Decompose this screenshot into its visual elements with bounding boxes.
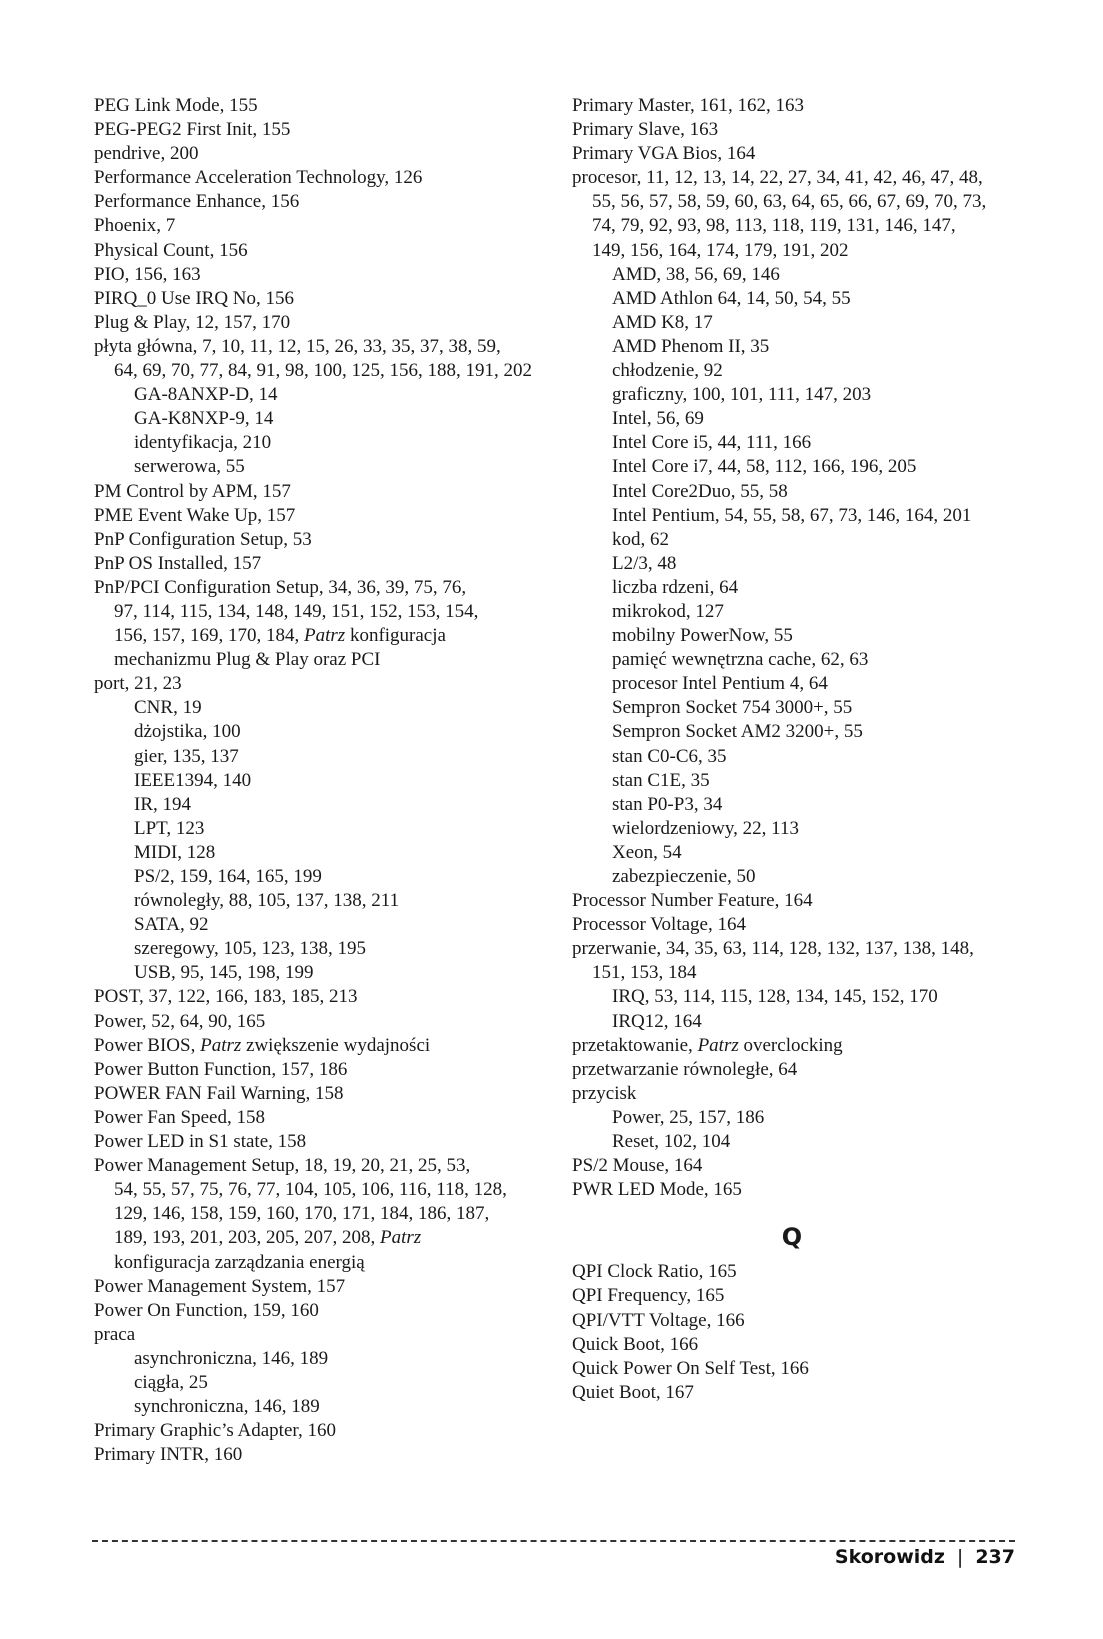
index-entry — [94, 239, 534, 263]
index-subentry — [94, 431, 534, 455]
entry-text: Quick Power On Self Test, 166 — [572, 1357, 809, 1379]
entry-text: synchroniczna, 146, 189 — [134, 1396, 320, 1418]
entry-text: overclocking — [738, 1034, 843, 1056]
index-subentry — [572, 431, 1032, 455]
index-subentry — [94, 769, 534, 793]
entry-text: GA-K8NXP-9, 14 — [134, 408, 274, 430]
index-subentry — [572, 985, 1032, 1009]
index-entry — [572, 166, 1032, 190]
entry-text: Primary INTR, 160 — [94, 1444, 243, 1466]
entry-text: POST, 37, 122, 166, 183, 185, 213 — [94, 986, 358, 1008]
entry-text: IRQ12, 164 — [612, 1010, 702, 1032]
index-entry — [94, 1058, 534, 1082]
index-entry — [94, 1010, 534, 1034]
entry-text: procesor Intel Pentium 4, 64 — [612, 673, 828, 695]
entry-text: chłodzenie, 92 — [612, 360, 723, 382]
entry-text: konfiguracja — [345, 625, 446, 647]
entry-text: Plug & Play, 12, 157, 170 — [94, 311, 291, 333]
entry-text: szeregowy, 105, 123, 138, 195 — [134, 938, 367, 960]
entry-text: przycisk — [572, 1082, 637, 1104]
index-subentry — [94, 720, 534, 744]
index-subentry — [94, 455, 534, 479]
index-subentry — [572, 817, 1032, 841]
index-entry-continuation — [94, 648, 534, 672]
entry-text: identyfikacja, 210 — [134, 432, 272, 454]
entry-text: Intel Core i5, 44, 111, 166 — [612, 432, 812, 454]
entry-text: Primary Master, 161, 162, 163 — [572, 95, 804, 116]
index-entry — [572, 1058, 1032, 1082]
entry-text: Intel Pentium, 54, 55, 58, 67, 73, 146, 164, 201 — [612, 504, 972, 526]
see-reference: Patrz — [697, 1034, 739, 1056]
entry-text: 55, 56, 57, 58, 59, 60, 63, 64, 65, 66, 67, 69, 70, 73, — [592, 191, 987, 213]
entry-text: konfiguracja zarządzania energią — [114, 1251, 365, 1273]
entry-text: 74, 79, 92, 93, 98, 113, 118, 119, 131, 146, 147, — [592, 215, 956, 237]
index-entry — [94, 1419, 534, 1443]
entry-text: QPI Frequency, 165 — [572, 1285, 725, 1307]
entry-text: AMD Athlon 64, 14, 50, 54, 55 — [612, 287, 851, 309]
index-entry — [94, 672, 534, 696]
entry-text: AMD, 38, 56, 69, 146 — [612, 263, 780, 285]
index-subentry — [572, 407, 1032, 431]
entry-text: mikrokod, 127 — [612, 600, 724, 622]
index-subentry — [572, 793, 1032, 817]
entry-text: Performance Acceleration Technology, 126 — [94, 167, 423, 189]
entry-text: Xeon, 54 — [612, 841, 682, 863]
page-number: 237 — [975, 1546, 1015, 1568]
entry-text: Intel, 56, 69 — [612, 408, 704, 430]
index-entry-continuation — [572, 214, 1032, 238]
index-subentry — [572, 480, 1032, 504]
entry-text: Primary Graphic’s Adapter, 160 — [94, 1420, 336, 1442]
entry-text: zwiększenie wydajności — [241, 1034, 431, 1056]
entry-text: dżojstika, 100 — [134, 721, 241, 743]
index-subentry — [572, 335, 1032, 359]
index-subentry — [94, 696, 534, 720]
index-subentry — [94, 937, 534, 961]
index-subentry — [572, 841, 1032, 865]
index-entry-continuation — [94, 600, 534, 624]
entry-text: port, 21, 23 — [94, 673, 182, 695]
index-entry — [94, 1299, 534, 1323]
index-subentry — [572, 624, 1032, 648]
index-entry-continuation — [94, 1226, 534, 1250]
index-entry — [94, 118, 534, 142]
entry-text: IR, 194 — [134, 793, 191, 815]
entry-text: Sempron Socket AM2 3200+, 55 — [612, 721, 863, 743]
entry-text: L2/3, 48 — [612, 552, 677, 574]
index-entry — [572, 142, 1032, 166]
index-entry-continuation — [572, 190, 1032, 214]
entry-text: Power Management System, 157 — [94, 1275, 346, 1297]
index-subentry — [94, 793, 534, 817]
index-entry-continuation — [572, 961, 1032, 985]
index-subentry — [572, 600, 1032, 624]
entry-text: 97, 114, 115, 134, 148, 149, 151, 152, 153, 154, — [114, 600, 479, 622]
index-subentry — [94, 817, 534, 841]
entry-text: Power, 52, 64, 90, 165 — [94, 1010, 266, 1032]
entry-text: liczba rdzeni, 64 — [612, 576, 739, 598]
index-entry-continuation — [94, 1202, 534, 1226]
entry-text: Power LED in S1 state, 158 — [94, 1131, 307, 1153]
footer-divider — [92, 1540, 1015, 1542]
entry-text: PnP/PCI Configuration Setup, 34, 36, 39, 75, 76, — [94, 576, 467, 598]
entry-text: Processor Voltage, 164 — [572, 914, 746, 936]
index-entry — [572, 1178, 1032, 1202]
index-subentry — [572, 865, 1032, 889]
index-column-left — [94, 94, 534, 1467]
index-entry — [94, 190, 534, 214]
entry-text: 189, 193, 201, 203, 205, 207, 208, — [114, 1227, 380, 1249]
index-subentry — [94, 407, 534, 431]
footer-separator: | — [956, 1546, 964, 1568]
index-entry — [572, 1154, 1032, 1178]
entry-text: procesor, 11, 12, 13, 14, 22, 27, 34, 41, 42, 46, 47, 48, — [572, 167, 983, 189]
index-entry-continuation — [94, 624, 534, 648]
index-entry — [94, 287, 534, 311]
index-subentry — [572, 769, 1032, 793]
entry-text: pendrive, 200 — [94, 143, 199, 165]
index-entry — [94, 94, 534, 118]
index-subentry — [572, 383, 1032, 407]
index-subentry — [94, 1347, 534, 1371]
entry-text: Physical Count, 156 — [94, 239, 248, 261]
entry-text: PIRQ_0 Use IRQ No, 156 — [94, 287, 295, 309]
entry-text: AMD Phenom II, 35 — [612, 335, 770, 357]
entry-text: graficzny, 100, 101, 111, 147, 203 — [612, 384, 872, 406]
entry-text: Quiet Boot, 167 — [572, 1381, 694, 1403]
index-entry — [94, 504, 534, 528]
index-subentry — [572, 287, 1032, 311]
index-subentry — [572, 1010, 1032, 1034]
index-entry — [94, 1275, 534, 1299]
entry-text: Performance Enhance, 156 — [94, 191, 300, 213]
entry-text: Power BIOS, — [94, 1034, 201, 1056]
entry-text: Phoenix, 7 — [94, 215, 176, 237]
index-entry — [94, 480, 534, 504]
index-entry — [572, 1284, 1032, 1308]
index-subentry — [572, 263, 1032, 287]
entry-text: Power, 25, 157, 186 — [612, 1106, 765, 1128]
index-subentry — [572, 720, 1032, 744]
index-entry — [572, 1357, 1032, 1381]
entry-text: PWR LED Mode, 165 — [572, 1179, 742, 1201]
index-entry — [94, 1130, 534, 1154]
index-subentry — [572, 1130, 1032, 1154]
entry-text: QPI/VTT Voltage, 166 — [572, 1309, 745, 1331]
entry-text: Power On Function, 159, 160 — [94, 1299, 319, 1321]
index-entry — [94, 263, 534, 287]
entry-text: PM Control by APM, 157 — [94, 480, 291, 502]
index-subentry — [94, 1371, 534, 1395]
entry-text: PS/2, 159, 164, 165, 199 — [134, 866, 322, 887]
entry-text: PEG-PEG2 First Init, 155 — [94, 119, 291, 141]
index-entry — [572, 913, 1032, 937]
entry-text: kod, 62 — [612, 528, 669, 550]
entry-text: AMD K8, 17 — [612, 311, 713, 333]
index-subentry — [572, 648, 1032, 672]
entry-text: Power Button Function, 157, 186 — [94, 1058, 348, 1080]
entry-text: 151, 153, 184 — [592, 962, 697, 984]
index-subentry — [572, 576, 1032, 600]
entry-text: Primary VGA Bios, 164 — [572, 143, 756, 165]
index-letter-heading: Q — [781, 1223, 803, 1252]
see-reference: Patrz — [380, 1227, 422, 1249]
entry-text: równoległy, 88, 105, 137, 138, 211 — [134, 890, 400, 912]
entry-text: 156, 157, 169, 170, 184, — [114, 625, 304, 647]
index-entry — [94, 1034, 534, 1058]
index-entry — [94, 528, 534, 552]
index-entry — [572, 1260, 1032, 1284]
index-entry — [94, 552, 534, 576]
index-subentry — [94, 913, 534, 937]
entry-text: MIDI, 128 — [134, 841, 216, 863]
entry-text: Intel Core2Duo, 55, 58 — [612, 480, 788, 502]
index-subentry — [94, 1395, 534, 1419]
footer-section-title: Skorowidz — [834, 1546, 945, 1568]
index-subentry — [572, 311, 1032, 335]
index-entry-continuation — [94, 1178, 534, 1202]
entry-text: płyta główna, 7, 10, 11, 12, 15, 26, 33, 35, 37, 38, 59, — [94, 335, 501, 357]
see-reference: Patrz — [200, 1034, 242, 1056]
see-reference: Patrz — [304, 625, 346, 647]
entry-text: mechanizmu Plug & Play oraz PCI — [114, 649, 381, 671]
index-subentry — [572, 455, 1032, 479]
index-subentry — [572, 672, 1032, 696]
entry-text: Primary Slave, 163 — [572, 119, 719, 141]
index-entry-continuation — [94, 359, 534, 383]
entry-text: Processor Number Feature, 164 — [572, 890, 813, 912]
index-subentry — [94, 383, 534, 407]
index-entry — [572, 1034, 1032, 1058]
entry-text: ciągła, 25 — [134, 1371, 208, 1393]
entry-text: PEG Link Mode, 155 — [94, 95, 258, 116]
entry-text: Sempron Socket 754 3000+, 55 — [612, 697, 853, 719]
entry-text: IRQ, 53, 114, 115, 128, 134, 145, 152, 170 — [612, 986, 938, 1008]
index-entry — [94, 1323, 534, 1347]
entry-text: PnP Configuration Setup, 53 — [94, 528, 312, 550]
index-subentry — [94, 889, 534, 913]
entry-text: asynchroniczna, 146, 189 — [134, 1347, 329, 1369]
index-column-right — [572, 94, 1032, 1405]
index-entry — [94, 1106, 534, 1130]
entry-text: stan P0-P3, 34 — [612, 793, 723, 815]
index-entry-continuation — [572, 239, 1032, 263]
entry-text: PIO, 156, 163 — [94, 263, 201, 285]
entry-text: Reset, 102, 104 — [612, 1131, 731, 1153]
index-subentry — [572, 359, 1032, 383]
index-entry — [572, 889, 1032, 913]
index-entry — [572, 1333, 1032, 1357]
entry-text: Intel Core i7, 44, 58, 112, 166, 196, 205 — [612, 456, 917, 478]
entry-text: Power Management Setup, 18, 19, 20, 21, 25, 53, — [94, 1155, 471, 1177]
index-subentry — [94, 841, 534, 865]
index-subentry — [572, 528, 1032, 552]
index-entry — [94, 214, 534, 238]
entry-text: LPT, 123 — [134, 817, 205, 839]
entry-text: POWER FAN Fail Warning, 158 — [94, 1082, 344, 1104]
entry-text: Power Fan Speed, 158 — [94, 1106, 265, 1128]
entry-text: SATA, 92 — [134, 914, 209, 936]
entry-text: przetaktowanie, — [572, 1034, 698, 1056]
index-subentry — [572, 504, 1032, 528]
entry-text: 149, 156, 164, 174, 179, 191, 202 — [592, 239, 849, 261]
entry-text: PnP OS Installed, 157 — [94, 552, 262, 574]
index-entry — [94, 335, 534, 359]
index-entry — [572, 937, 1032, 961]
index-entry — [94, 311, 534, 335]
page-footer — [835, 1546, 1015, 1568]
entry-text: stan C1E, 35 — [612, 769, 710, 791]
index-entry — [94, 1443, 534, 1467]
index-entry — [572, 1082, 1032, 1106]
entry-text: 64, 69, 70, 77, 84, 91, 98, 100, 125, 156, 188, 191, 202 — [114, 360, 532, 382]
entry-text: GA-8ANXP-D, 14 — [134, 384, 278, 406]
entry-text: wielordzeniowy, 22, 113 — [612, 817, 799, 839]
index-entry — [94, 1154, 534, 1178]
index-subentry — [94, 865, 534, 889]
index-entry — [572, 94, 1032, 118]
index-entry — [94, 166, 534, 190]
index-subentry — [572, 745, 1032, 769]
entry-text: mobilny PowerNow, 55 — [612, 625, 793, 647]
entry-text: Quick Boot, 166 — [572, 1333, 699, 1355]
entry-text: zabezpieczenie, 50 — [612, 866, 756, 887]
index-subentry — [572, 1106, 1032, 1130]
index-subentry — [572, 696, 1032, 720]
entry-text: 54, 55, 57, 75, 76, 77, 104, 105, 106, 116, 118, 128, — [114, 1179, 507, 1201]
index-subentry — [94, 961, 534, 985]
entry-text: przetwarzanie równoległe, 64 — [572, 1058, 798, 1080]
index-subentry — [572, 552, 1032, 576]
entry-text: 129, 146, 158, 159, 160, 170, 171, 184, 186, 187, — [114, 1203, 490, 1225]
entry-text: PS/2 Mouse, 164 — [572, 1155, 703, 1177]
entry-text: QPI Clock Ratio, 165 — [572, 1261, 737, 1283]
index-subentry — [94, 745, 534, 769]
entry-text: stan C0-C6, 35 — [612, 745, 727, 767]
entry-text: gier, 135, 137 — [134, 745, 239, 767]
index-entry — [94, 1082, 534, 1106]
index-entry — [94, 142, 534, 166]
index-entry — [572, 1381, 1032, 1405]
index-entry-continuation — [94, 1251, 534, 1275]
entry-text: PME Event Wake Up, 157 — [94, 504, 296, 526]
entry-text: CNR, 19 — [134, 697, 202, 719]
entry-text: pamięć wewnętrzna cache, 62, 63 — [612, 649, 869, 671]
index-entry — [572, 118, 1032, 142]
index-entry — [94, 985, 534, 1009]
entry-text: IEEE1394, 140 — [134, 769, 252, 791]
entry-text: serwerowa, 55 — [134, 456, 245, 478]
entry-text: USB, 95, 145, 198, 199 — [134, 962, 314, 984]
index-entry — [572, 1309, 1032, 1333]
entry-text: praca — [94, 1323, 136, 1345]
entry-text: przerwanie, 34, 35, 63, 114, 128, 132, 137, 138, 148, — [572, 938, 974, 960]
index-entry — [94, 576, 534, 600]
